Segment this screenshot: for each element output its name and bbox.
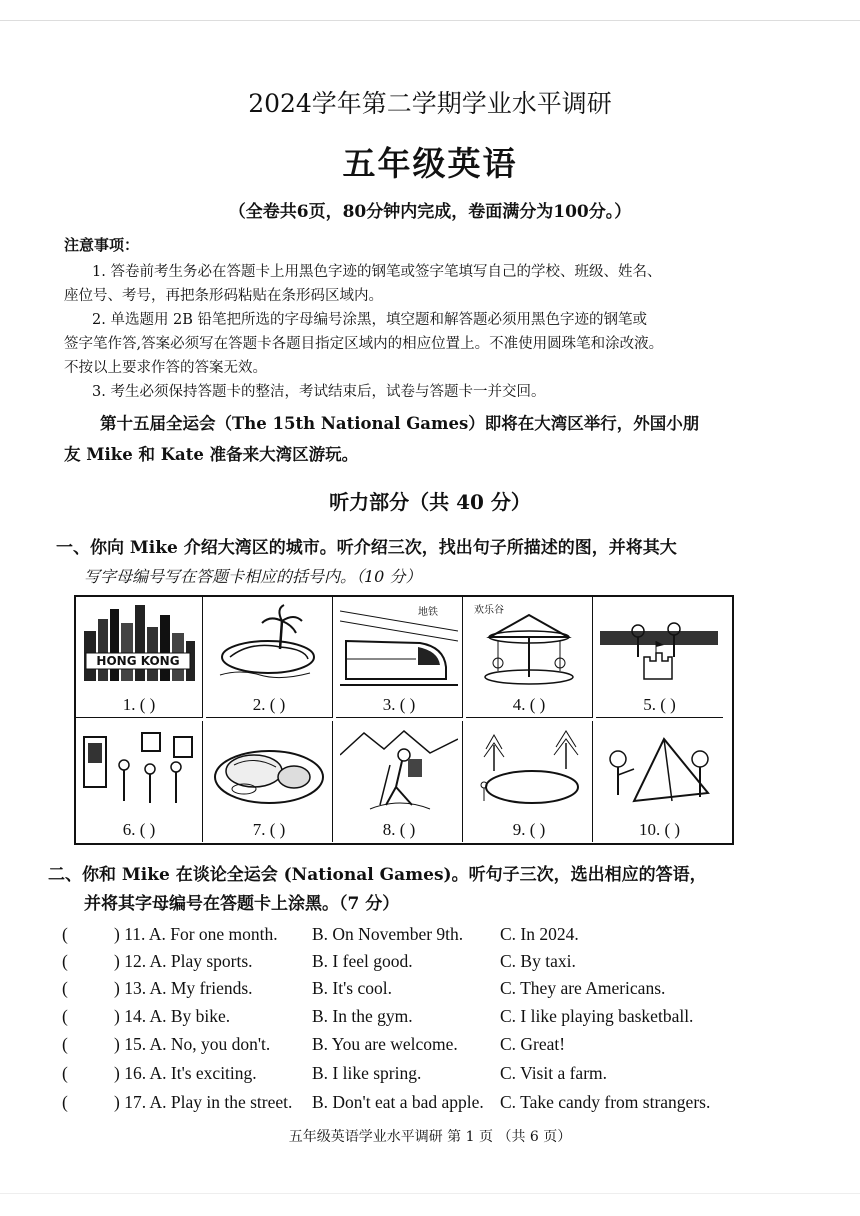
answer-label: 3. ( ) — [382, 695, 416, 714]
answer-paren: ( — [62, 978, 68, 998]
park-tag: 欢乐谷 — [474, 605, 504, 616]
notes-line: 不按以上要求作答的答案无效。 — [64, 360, 267, 376]
option-b: B. I feel good. — [312, 951, 413, 971]
question-row — [62, 924, 762, 950]
answer-label: 2. ( ) — [252, 695, 286, 714]
answer-label: 7. ( ) — [252, 820, 286, 839]
answer-label: 1. ( ) — [122, 695, 156, 714]
train-icon — [340, 601, 458, 689]
picture-cell-9 — [466, 721, 593, 842]
option-c: C. They are Americans. — [500, 978, 666, 998]
option-b: B. I like spring. — [312, 1063, 422, 1083]
notes-line: 座位号、考号，再把条形码粘贴在条形码区域内。 — [64, 288, 383, 304]
carousel-icon — [470, 601, 588, 689]
subject-title: 五年级英语 — [342, 144, 518, 183]
answer-label: 6. ( ) — [122, 820, 156, 839]
answer-paren: ( — [62, 924, 68, 944]
option-c: C. Take candy from strangers. — [500, 1092, 711, 1112]
option-c: C. I like playing basketball. — [500, 1006, 694, 1026]
intro-line: 友 Mike 和 Kate 准备来大湾区游玩。 — [64, 445, 359, 464]
picture-cell-5 — [596, 597, 723, 718]
option-c: C. Visit a farm. — [500, 1063, 608, 1083]
question-row — [62, 951, 762, 977]
answer-label: 4. ( ) — [512, 695, 546, 714]
section2-instruction: 并将其字母编号在答题卡上涂黑。（7 分） — [84, 894, 400, 914]
answer-paren: ( — [62, 1034, 68, 1054]
answer-label: 5. ( ) — [643, 695, 676, 714]
listening-section-title: 听力部分（共 40 分） — [329, 490, 531, 514]
question-row — [62, 1006, 762, 1032]
option-a: ) 12. A. Play sports. — [114, 951, 253, 971]
option-c: C. In 2024. — [500, 924, 579, 944]
option-b: B. In the gym. — [312, 1006, 413, 1026]
answer-paren: ( — [62, 1092, 68, 1112]
camping-tent-icon — [600, 725, 718, 813]
picture-cell-2 — [206, 597, 333, 718]
answer-paren: ( — [62, 1063, 68, 1083]
option-a: ) 11. A. For one month. — [114, 924, 278, 944]
option-b: B. On November 9th. — [312, 924, 464, 944]
notes-line: 3. 考生必须保持答题卡的整洁，考试结束后，试卷与答题卡一并交回。 — [92, 384, 546, 400]
question-row — [62, 1034, 762, 1060]
answer-paren: ( — [62, 1006, 68, 1026]
section2-instruction: 二、你和 Mike 在谈论全运会 (National Games)。听句子三次，选出相应的答语， — [48, 865, 707, 885]
picture-grid — [74, 595, 734, 845]
answer-label: 9. ( ) — [512, 820, 546, 839]
picture-cell-6 — [76, 721, 203, 842]
picture-cell-1 — [76, 597, 203, 718]
question-row — [62, 1092, 762, 1118]
option-a: ) 17. A. Play in the street. — [114, 1092, 293, 1112]
top-rule — [0, 20, 860, 21]
page-footer: 五年级英语学业水平调研 第 1 页 （共 6 页） — [288, 1129, 572, 1145]
museum-icon — [80, 725, 198, 813]
picture-cell-10 — [596, 721, 723, 842]
answer-paren: ( — [62, 951, 68, 971]
section1-instruction: 写字母编号写在答题卡相应的括号内。（10 分） — [84, 567, 422, 586]
option-a: ) 15. A. No, you don't. — [114, 1034, 271, 1054]
notes-line: 1. 答卷前考生务必在答题卡上用黑色字迹的钢笔或签字笔填写自己的学校、班级、姓名、 — [92, 264, 662, 280]
bottom-rule — [0, 1193, 860, 1194]
notes-line: 签字笔作答,答案必须写在答题卡各题目指定区域内的相应位置上。不准使用圆珠笔和涂改液。 — [64, 336, 664, 352]
question-row — [62, 978, 762, 1004]
sandcastle-icon — [600, 601, 718, 689]
exam-subtitle: （全卷共6页，80分钟内完成，卷面满分为100分。） — [228, 202, 632, 222]
exam-title: 2024学年第二学期学业水平调研 — [248, 89, 612, 118]
lake-icon — [470, 725, 588, 813]
option-b: B. It's cool. — [312, 978, 392, 998]
hiker-icon — [340, 725, 458, 813]
city-tag: HONG KONG — [96, 654, 180, 668]
notes-heading: 注意事项： — [64, 236, 140, 254]
answer-label: 8. ( ) — [382, 820, 416, 839]
option-c: C. By taxi. — [500, 951, 576, 971]
picture-cell-3 — [336, 597, 463, 718]
question-row — [62, 1063, 762, 1089]
option-a: ) 16. A. It's exciting. — [114, 1063, 257, 1083]
roast-food-icon — [210, 725, 328, 813]
option-a: ) 13. A. My friends. — [114, 978, 253, 998]
option-b: B. Don't eat a bad apple. — [312, 1092, 484, 1112]
train-tag: 地铁 — [418, 607, 438, 618]
option-a: ) 14. A. By bike. — [114, 1006, 231, 1026]
notes-line: 2. 单选题用 2B 铅笔把所选的字母编号涂黑，填空题和解答题必须用黑色字迹的钢笔或 — [92, 312, 648, 328]
option-c: C. Great! — [500, 1034, 566, 1054]
picture-cell-4 — [466, 597, 593, 718]
option-b: B. You are welcome. — [312, 1034, 458, 1054]
intro-line: 第十五届全运会（The 15th National Games）即将在大湾区举行，外国小朋 — [100, 414, 700, 433]
city-skyline-icon — [80, 601, 198, 689]
answer-label: 10. ( ) — [638, 820, 681, 839]
picture-cell-8 — [336, 721, 463, 842]
section1-instruction: 一、你向 Mike 介绍大湾区的城市。听介绍三次，找出句子所描述的图，并将其大 — [56, 538, 677, 558]
picture-cell-7 — [206, 721, 333, 842]
island-icon — [210, 601, 328, 689]
